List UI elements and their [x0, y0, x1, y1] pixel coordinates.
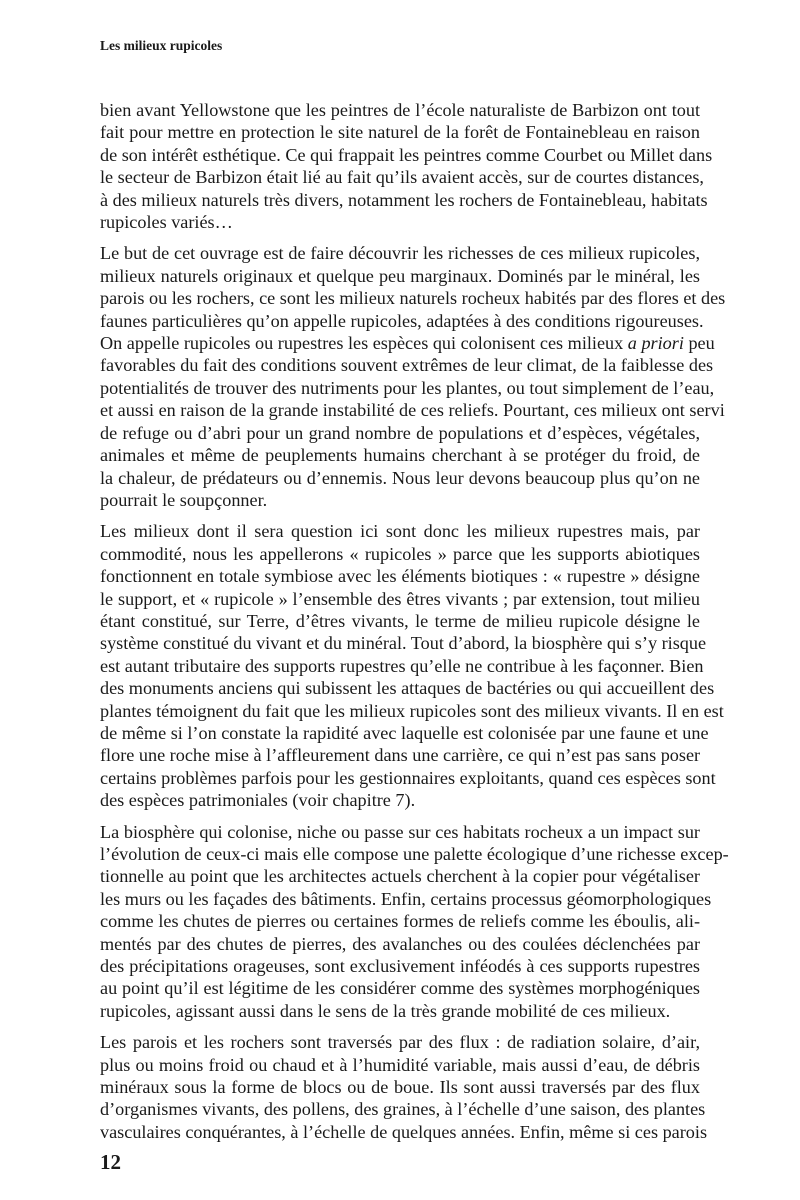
text-line: commodité, nous les appellerons « rupicoles » parce que les supports abiotiques: [100, 543, 700, 564]
text-line: plus ou moins froid ou chaud et à l’humidité variable, mais aussi d’eau, de débris: [100, 1054, 700, 1075]
paragraph: [100, 242, 726, 511]
text-line: La biosphère qui colonise, niche ou passe sur ces habitats rocheux a un impact sur: [100, 821, 700, 842]
text-line: le secteur de Barbizon était lié au fait qu’ils avaient accès, sur de courtes distances,: [100, 167, 704, 188]
text-line: vasculaires conquérantes, à l’échelle de quelques années. Enfin, même si ces parois: [100, 1121, 708, 1142]
text-line: fonctionnent en totale symbiose avec les éléments biotiques : « rupestre » désigne: [100, 566, 700, 587]
paragraph: [100, 1031, 708, 1143]
text-line: de refuge ou d’abri pour un grand nombre de populations et d’espèces, végétales,: [100, 422, 700, 443]
italic-term: a priori: [627, 333, 684, 354]
text-line: tionnelle au point que les architectes actuels cherchent à la copier pour végétaliser: [100, 866, 700, 887]
text-line: de même si l’on constate la rapidité avec laquelle est colonisée par une faune et une: [100, 722, 709, 743]
text-line: Les milieux dont il sera question ici sont donc les milieux rupestres mais, par: [100, 521, 700, 542]
text-line: des précipitations orageuses, sont exclusivement inféodés à ces supports rupestres: [100, 956, 700, 977]
text-line: rupicoles variés…: [100, 212, 233, 233]
text-line: à des milieux naturels très divers, notamment les rochers de Fontainebleau, habitats: [100, 189, 708, 210]
running-head: Les milieux rupicoles: [100, 38, 223, 53]
text-line: mentés par des chutes de pierres, des avalanches ou des coulées déclenchées par: [100, 933, 700, 954]
text-line: d’organismes vivants, des pollens, des graines, à l’échelle d’une saison, des plantes: [100, 1099, 706, 1120]
text-line: plantes témoignent du fait que les milieux rupicoles sont des milieux vivants. Il en est: [100, 700, 724, 721]
text-line: et aussi en raison de la grande instabilité de ces reliefs. Pourtant, ces milieux ont servi: [100, 400, 725, 421]
text-line: Les parois et les rochers sont traversés par des flux : de radiation solaire, d’air,: [100, 1032, 700, 1053]
text-line: est autant tributaire des supports rupestres qu’elle ne contribue à les façonner. Bien: [100, 655, 704, 676]
text-line: On appelle rupicoles ou rupestres les espèces qui colonisent ces milieux a priori peu: [100, 333, 715, 354]
text-line: étant constitué, sur Terre, d’êtres vivants, le terme de milieu rupicole désigne le: [100, 610, 700, 631]
text-line: l’évolution de ceux-ci mais elle compose une palette écologique d’une richesse excep-: [100, 844, 729, 864]
text-line: minéraux sous la forme de blocs ou de boue. Ils sont aussi traversés par des flux: [100, 1077, 700, 1098]
text-line: Le but de cet ouvrage est de faire découvrir les richesses de ces milieux rupicoles,: [100, 243, 700, 264]
text-line: favorables du fait des conditions souvent extrêmes de leur climat, de la faiblesse des: [100, 355, 714, 376]
text-line: des espèces patrimoniales (voir chapitre 7).: [100, 790, 416, 811]
paragraph: [100, 821, 729, 1023]
text-line: les murs ou les façades des bâtiments. Enfin, certains processus géomorphologiques: [100, 888, 712, 909]
paragraph: [100, 99, 713, 233]
paragraph: [100, 520, 724, 811]
body-text: [100, 99, 729, 1152]
text-line: des monuments anciens qui subissent les attaques de bactéries ou qui accueillent des: [100, 678, 715, 699]
text-line: milieux naturels originaux et quelque peu marginaux. Dominés par le minéral, les: [100, 265, 700, 286]
text-line: bien avant Yellowstone que les peintres de l’école naturaliste de Barbizon ont tout: [100, 100, 700, 120]
text-line: faunes particulières qu’on appelle rupicoles, adaptées à des conditions rigoureuses.: [100, 310, 704, 331]
text-line: rupicoles, agissant aussi dans le sens de la très grande mobilité de ces milieux.: [100, 1000, 671, 1021]
text-line: parois ou les rochers, ce sont les milieux naturels rocheux habités par des flores et des: [100, 288, 726, 309]
text-line: de son intérêt esthétique. Ce qui frappait les peintres comme Courbet ou Millet dans: [100, 144, 713, 165]
text-line: le support, et « rupicole » l’ensemble des êtres vivants ; par extension, tout milieu: [100, 588, 700, 609]
text-line: comme les chutes de pierres ou certaines formes de reliefs comme les éboulis, ali-: [100, 911, 700, 932]
text-line: la chaleur, de prédateurs ou d’ennemis. Nous leur devons beaucoup plus qu’on ne: [100, 467, 700, 488]
text-line: animales et même de peuplements humains cherchant à se protéger du froid, de: [100, 445, 700, 466]
text-line: pourrait le soupçonner.: [100, 489, 268, 510]
text-line: potentialités de trouver des nutriments pour les plantes, ou tout simplement de l’eau,: [100, 377, 715, 398]
text-line: flore une roche mise à l’affleurement dans une carrière, ce qui n’est pas sans poser: [100, 745, 701, 766]
text-line: fait pour mettre en protection le site naturel de la forêt de Fontainebleau en raison: [100, 122, 700, 143]
page-number: 12: [100, 1150, 121, 1174]
text-line: certains problèmes parfois pour les gestionnaires exploitants, quand ces espèces sont: [100, 767, 716, 788]
text-line: système constitué du vivant et du minéral. Tout d’abord, la biosphère qui s’y risque: [100, 633, 707, 654]
text-line: au point qu’il est légitime de les considérer comme des systèmes morphogéniques: [100, 978, 700, 999]
